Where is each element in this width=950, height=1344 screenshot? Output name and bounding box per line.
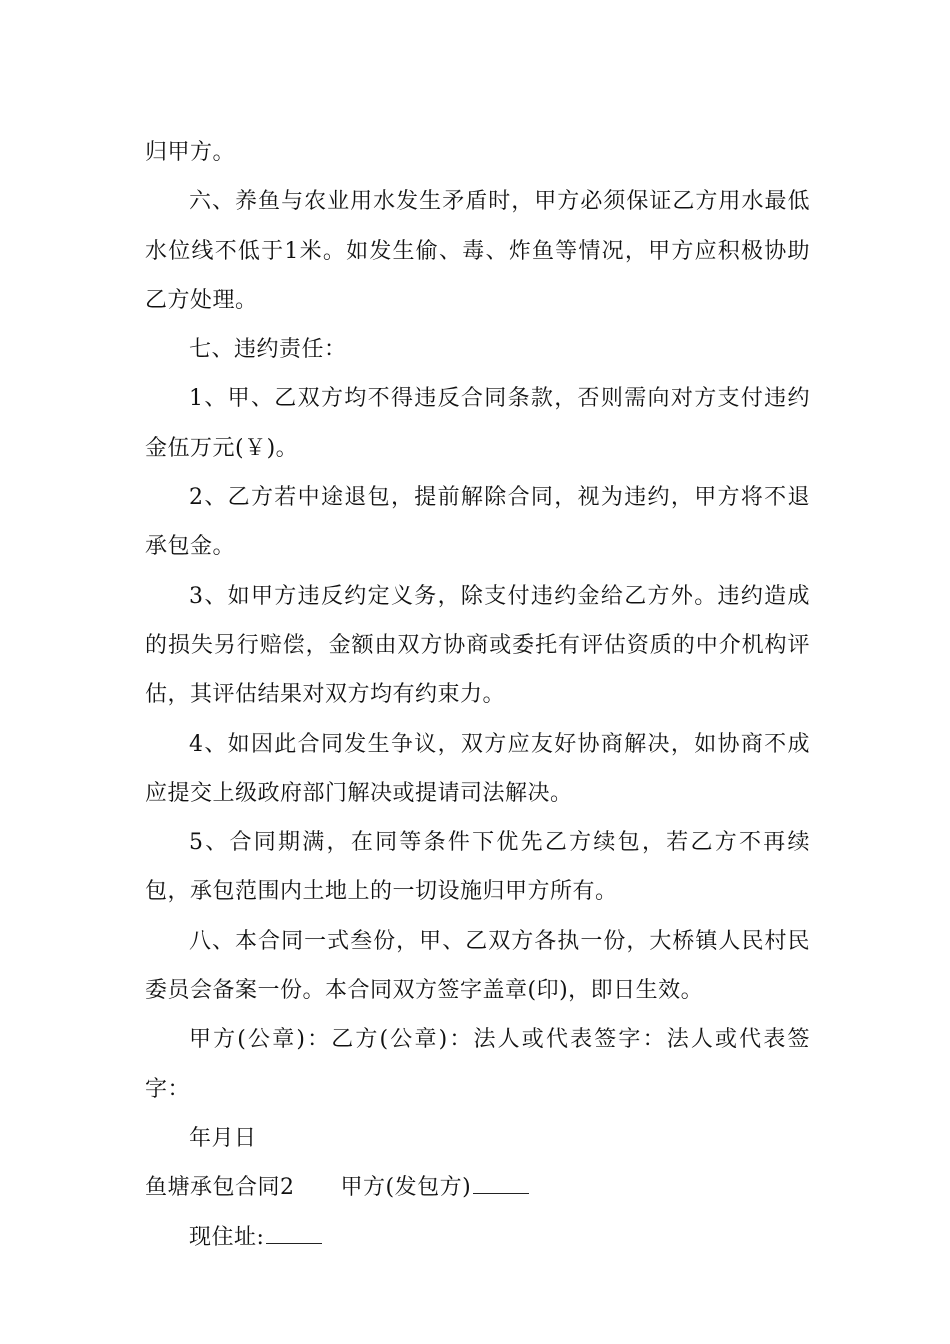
signature-line: 甲方(公章)：乙方(公章)：法人或代表签字：法人或代表签字： [145,1027,810,1102]
party-a-label: 甲方(发包方) [340,1175,472,1201]
party-a-blank [473,1173,529,1194]
paragraph-clause-7-2: 2、乙方若中途退包，提前解除合同，视为违约，甲方将不退承包金。 [145,485,810,560]
paragraph-clause-7-heading: 七、违约责任： [189,337,347,363]
address-line [145,1213,810,1262]
address-label: 现住址: [189,1224,265,1250]
paragraph-clause-6: 六、养鱼与农业用水发生矛盾时，甲方必须保证乙方用水最低水位线不低于1米。如发生偷、毒、炸鱼等情况，甲方应积极协助乙方处理。 [145,189,810,313]
contract-2-title: 鱼塘承包合同2 [145,1175,295,1201]
contract-2-heading-line [145,1163,810,1212]
paragraph-clause-7-4: 4、如因此合同发生争议，双方应友好协商解决，如协商不成应提交上级政府部门解决或提请司法解决。 [145,731,810,806]
paragraph-continuation: 归甲方。 [145,140,236,165]
paragraph-clause-8: 八、本合同一式叁份，甲、乙双方各执一份，大桥镇人民村民委员会备案一份。本合同双方签字盖章(印)，即日生效。 [145,928,810,1004]
address-blank [266,1223,322,1244]
date-line: 年月日 [189,1125,257,1151]
paragraph-clause-7-5: 5、合同期满，在同等条件下优先乙方续包，若乙方不再续包，承包范围内土地上的一切设施归甲方所有。 [145,830,810,905]
paragraph-clause-7-3: 3、如甲方违反约定义务，除支付违约金给乙方外。违约造成的损失另行赔偿，金额由双方协商或委托有评估资质的中介机构评估，其评估结果对双方均有约束力。 [145,583,810,708]
paragraph-clause-7-1: 1、甲、乙双方均不得违反合同条款，否则需向对方支付违约金伍万元(￥)。 [145,386,810,461]
document-body [145,128,810,1262]
